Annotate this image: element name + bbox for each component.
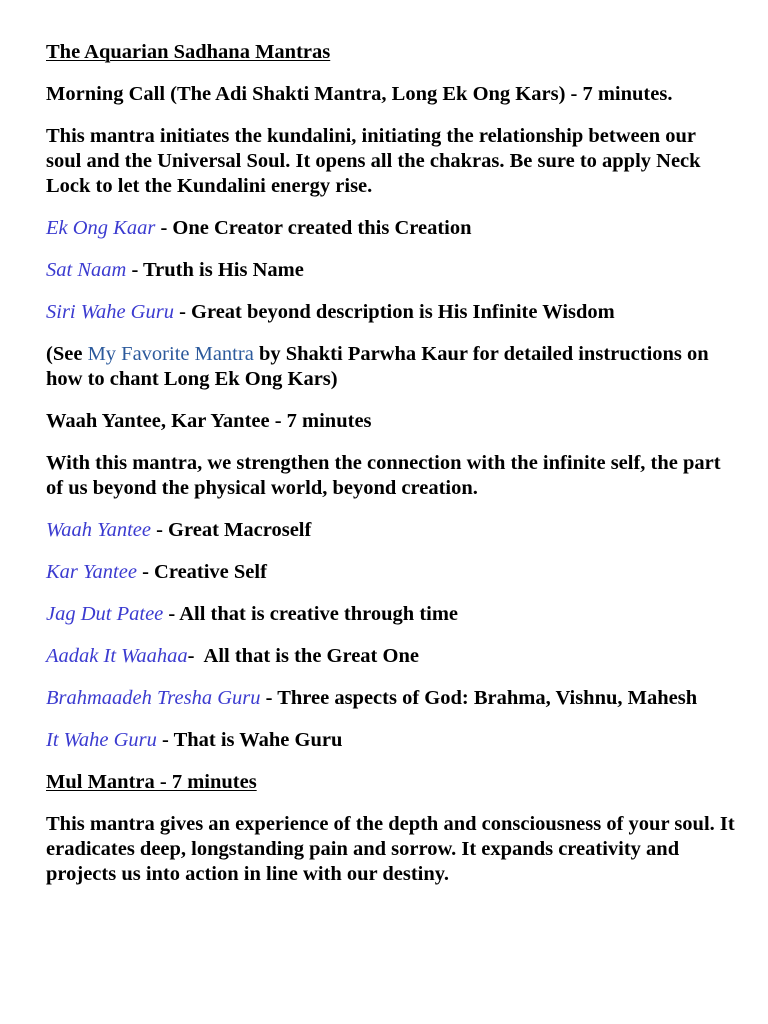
document-page (46, 40, 736, 904)
mantra-meaning: - All that is the Great One (187, 645, 419, 667)
mantra-meaning: - Creative Self (136, 561, 267, 583)
mantra-term: Sat Naam (46, 259, 127, 281)
mantra-line (46, 216, 736, 241)
mul-mantra-description: This mantra gives an experience of the depth and consciousness of your soul. It eradicates deep, longstanding pain and sorrow. It expands creativity and projects us into action in line with our destiny. (46, 813, 735, 885)
mul-mantra-heading: Mul Mantra - 7 minutes (46, 771, 257, 793)
mantra-term: Waah Yantee (46, 519, 151, 541)
mantra-line (46, 728, 736, 753)
mantra-term: Jag Dut Patee (46, 603, 164, 625)
mantra-term: Aadak It Waahaa (46, 645, 188, 667)
mantra-line (46, 518, 736, 543)
mantra-meaning: - Great Macroself (150, 519, 312, 541)
mantra-term: Ek Ong Kaar (46, 217, 156, 239)
mantra-meaning: - All that is creative through time (163, 603, 459, 625)
waah-yantee-description: With this mantra, we strengthen the connection with the infinite self, the part of us beyond the physical world, beyond creation. (46, 452, 721, 499)
see-note-prefix: (See (46, 343, 88, 365)
mantra-meaning: - That is Wahe Guru (156, 729, 343, 751)
mantra-line (46, 644, 736, 669)
mantra-line (46, 602, 736, 627)
mantra-term: It Wahe Guru (46, 729, 157, 751)
mantra-term: Siri Wahe Guru (46, 301, 174, 323)
mantra-meaning: - Three aspects of God: Brahma, Vishnu, Mahesh (260, 687, 698, 709)
my-favorite-mantra-link[interactable]: My Favorite Mantra (87, 343, 254, 365)
mantra-meaning: - One Creator created this Creation (155, 217, 472, 239)
morning-call-heading: Morning Call (The Adi Shakti Mantra, Long Ek Ong Kars) - 7 minutes. (46, 83, 673, 105)
see-note-suffix: by Shakti Parwha Kaur for detailed instructions on how to chant Long Ek Ong Kars) (46, 343, 709, 390)
mantra-line (46, 560, 736, 585)
document-title: The Aquarian Sadhana Mantras (46, 41, 331, 63)
mantra-line (46, 258, 736, 283)
mantra-term: Kar Yantee (46, 561, 137, 583)
mantra-meaning: - Great beyond description is His Infinite Wisdom (173, 301, 615, 323)
see-note (46, 342, 736, 392)
mantra-line (46, 686, 736, 711)
waah-yantee-heading: Waah Yantee, Kar Yantee - 7 minutes (46, 410, 372, 432)
morning-call-description: This mantra initiates the kundalini, initiating the relationship between our soul and the Universal Soul. It opens all the chakras. Be sure to apply Neck Lock to let the Kundalini energy rise. (46, 125, 701, 197)
mantra-meaning: - Truth is His Name (126, 259, 304, 281)
mantra-term: Brahmaadeh Tresha Guru (46, 687, 261, 709)
mantra-line (46, 300, 736, 325)
